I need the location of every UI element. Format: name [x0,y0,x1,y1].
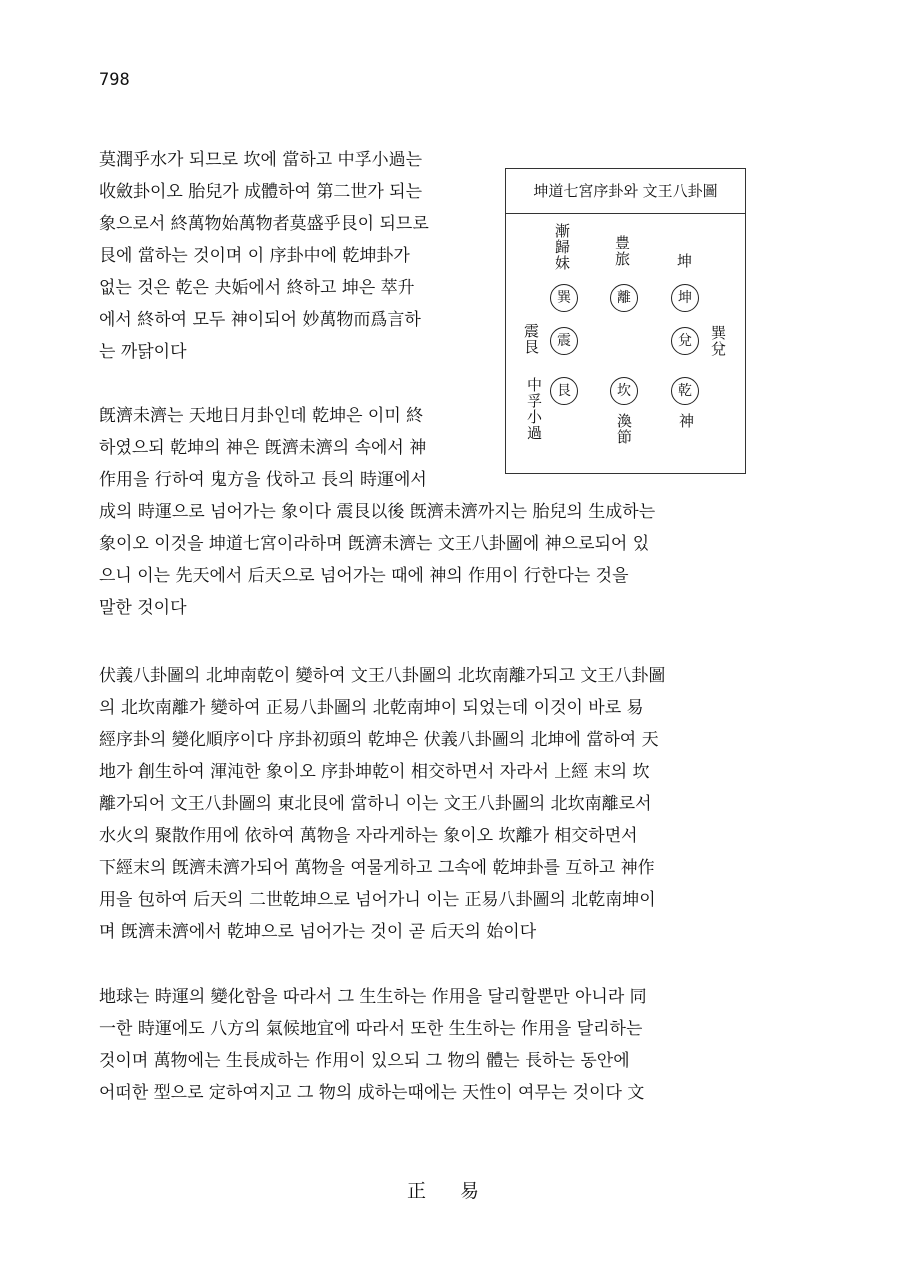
text-line: 艮에 當하는 것이며 이 序卦中에 乾坤卦가 [99,246,410,266]
text-line: 旣濟未濟는 天地日月卦인데 乾坤은 이미 終 [99,406,424,426]
text-line: 象이오 이것을 坤道七宮이라하며 旣濟未濟는 文王八卦圖에 神으로되어 있 [99,534,650,554]
text-line: 말한 것이다 [99,598,187,618]
label-zhen-gen: 震艮 [522,323,540,355]
text-line: 水火의 聚散作用에 依하여 萬物을 자라게하는 象이오 坎離가 相交하면서 [99,826,638,846]
circle-kun: 坤 [671,284,699,312]
text-line: 地球는 時運의 變化함을 따라서 그 生生하는 作用을 달리할뿐만 아니라 同 [99,987,647,1007]
text-line: 下經末의 旣濟未濟가되어 萬物을 여물게하고 그속에 乾坤卦를 互하고 神作 [99,858,655,878]
circle-qian: 乾 [671,377,699,405]
text-line: 없는 것은 乾은 夬姤에서 終하고 坤은 萃升 [99,278,415,298]
circle-dui: 兌 [671,327,699,355]
circle-xun: 巽 [550,284,578,312]
text-line: 地가 創生하여 渾沌한 象이오 序卦坤乾이 相交하면서 자라서 上經 末의 坎 [99,762,650,782]
label-xun-dui: 巽兌 [709,325,727,357]
text-line: 用을 包하여 后天의 二世乾坤으로 넘어가니 이는 正易八卦圖의 北乾南坤이 [99,890,656,910]
text-line: 는 까닭이다 [99,342,187,362]
text-line: 에서 終하여 모두 神이되어 妙萬物而爲言하 [99,310,421,330]
circle-li: 離 [610,284,638,312]
label-shen: 神 [677,413,695,429]
text-line: 收斂卦이오 胎兒가 成體하여 第二世가 되는 [99,182,422,202]
label-zhongfu-xiaoguo: 中孚小過 [525,377,543,441]
text-line: 成의 時運으로 넘어가는 象이다 震艮以後 旣濟未濟까지는 胎兒의 生成하는 [99,502,656,522]
page-footer: 正 易 [406,1180,494,1202]
label-feng-lu: 豊旅 [613,235,631,267]
page-number: 798 [99,70,130,90]
text-line: 伏義八卦圖의 北坤南乾이 變하여 文王八卦圖의 北坎南離가되고 文王八卦圖 [99,666,666,686]
text-line: 莫潤乎水가 되므로 坎에 當하고 中孚小過는 [99,150,422,170]
text-line: 經序卦의 變化順序이다 序卦初頭의 乾坤은 伏義八卦圖의 北坤에 當하여 天 [99,730,659,750]
paragraph-1 [99,144,491,368]
text-line: 의 北坎南離가 變하여 正易八卦圖의 北乾南坤이 되었는데 이것이 바로 易 [99,698,644,718]
text-line: 一한 時運에도 八方의 氣候地宜에 따라서 또한 生生하는 作用을 달리하는 [99,1019,643,1039]
circle-zhen: 震 [550,327,578,355]
paragraph-4 [99,981,751,1109]
text-line: 作用을 行하여 鬼方을 伐하고 長의 時運에서 [99,470,427,490]
circle-gen: 艮 [550,377,578,405]
paragraph-3 [99,660,751,948]
text-line: 어떠한 型으로 定하여지고 그 物의 成하는때에는 天性이 여무는 것이다 文 [99,1083,645,1103]
text-line: 離가되어 文王八卦圖의 東北艮에 當하니 이는 文王八卦圖의 北坎南離로서 [99,794,652,814]
text-line: 象으로서 終萬物始萬物者莫盛乎艮이 되므로 [99,214,429,234]
paragraph-2 [99,400,751,624]
diagram-title: 坤道七宮序卦와 文王八卦圖 [506,169,745,214]
label-kun-top: 坤 [675,253,693,269]
text-line: 며 旣濟未濟에서 乾坤으로 넘어가는 것이 곧 后天의 始이다 [99,922,537,942]
label-jian-guimei: 漸歸妹 [553,223,571,271]
text-line: 하였으되 乾坤의 神은 旣濟未濟의 속에서 神 [99,438,427,458]
label-huan-jie: 渙節 [615,413,633,445]
text-line: 것이며 萬物에는 生長成하는 作用이 있으되 그 物의 體는 長하는 동안에 [99,1051,630,1071]
text-line: 으니 이는 先天에서 后天으로 넘어가는 때에 神의 作用이 行한다는 것을 [99,566,629,586]
circle-kan: 坎 [610,377,638,405]
